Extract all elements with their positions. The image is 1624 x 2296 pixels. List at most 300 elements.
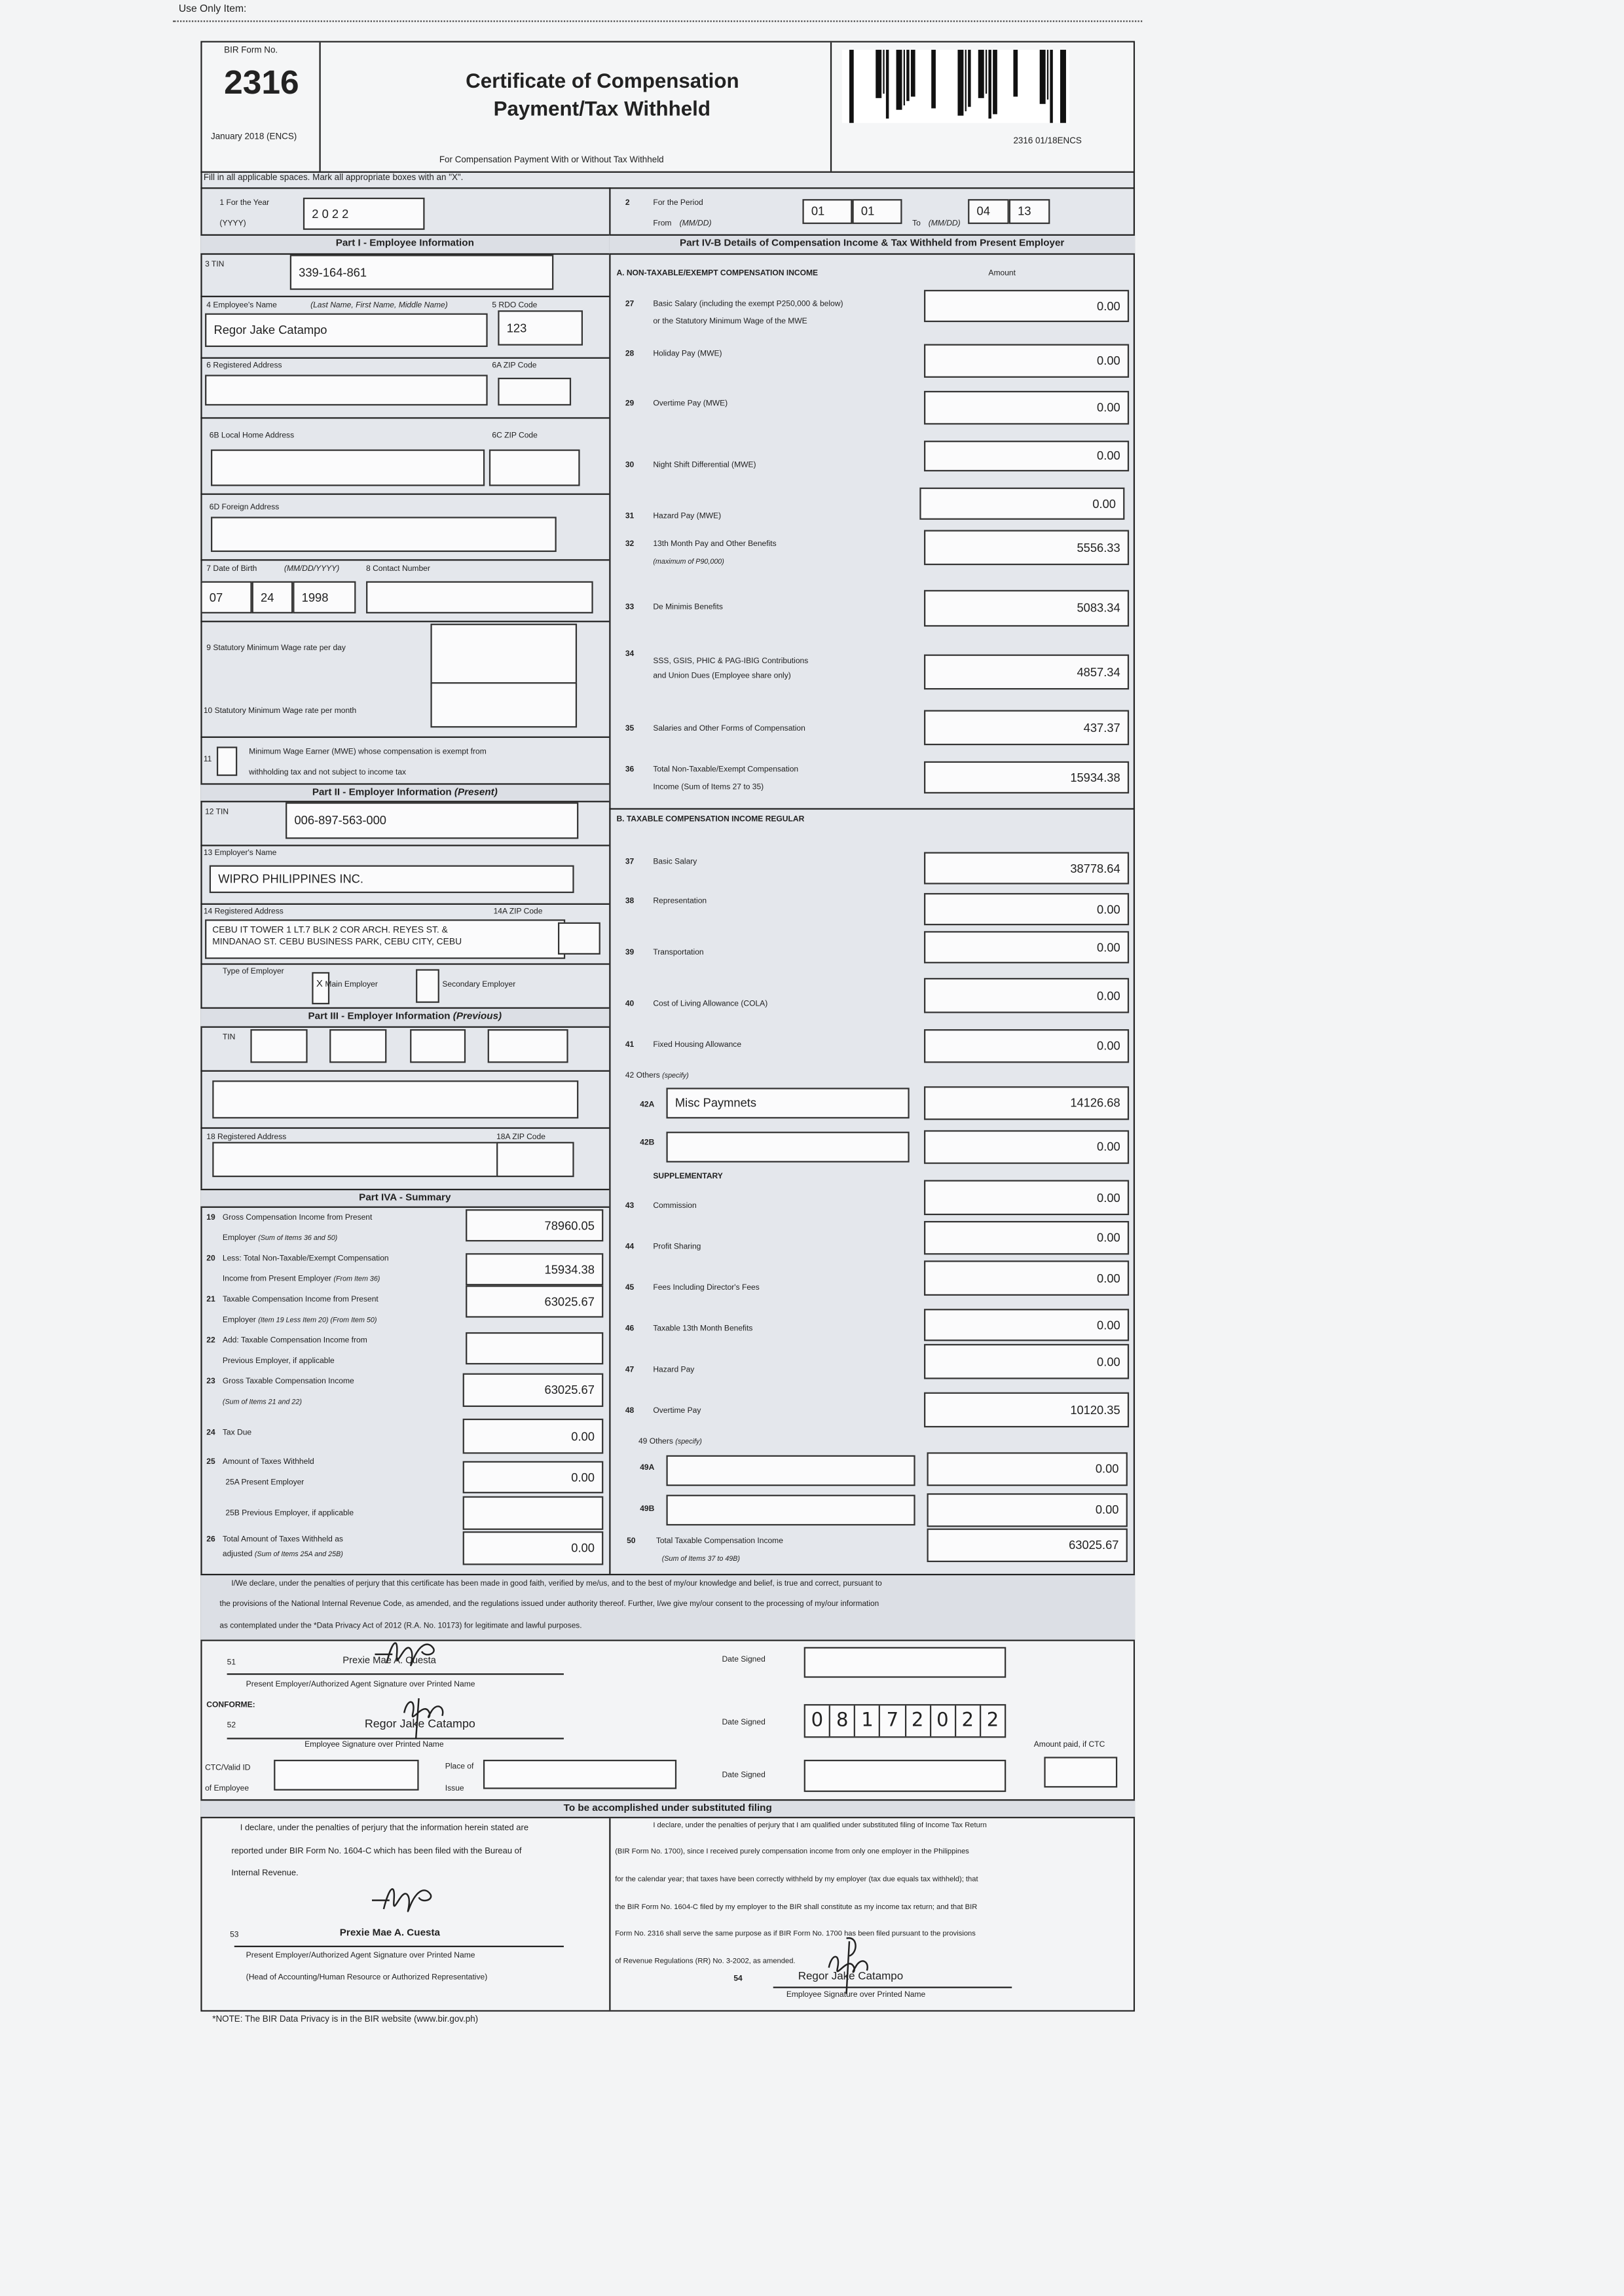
supplementary-item-number: 47 [625,1366,635,1375]
supplementary-item-number: 44 [625,1243,635,1252]
previous-employer-tin-label: TIN [222,1033,236,1043]
sig52-caption: Employee Signature over Printed Name [304,1740,444,1750]
income-item-sublabel: Income (Sum of Items 27 to 35) [653,783,764,792]
income-item-number: 35 [625,724,635,734]
sig54-number: 54 [733,1975,743,1984]
summary-item-sublabel [223,1550,343,1561]
supplementary-amount-field[interactable]: 0.00 [924,1309,1129,1341]
smw-day-field[interactable] [430,624,577,688]
supplementary-item-label: Hazard Pay [653,1366,695,1375]
income-item-sublabel: and Union Dues (Employee share only) [653,672,791,681]
income-item-number: 31 [625,512,635,522]
divider [200,1127,609,1129]
income-amount-field[interactable]: 0.00 [924,290,1129,322]
income-item-label: SSS, GSIS, PHIC & PAG-IBIG Contributions [653,657,809,666]
previous-tin-segment-4[interactable] [488,1029,568,1063]
declaration-line2: the provisions of the National Internal Revenue Code, as amended, and the regulations issued under authority thereof. Further, I/we give my/our consent to the processing of my/our information [219,1600,879,1609]
dob-day[interactable]: 24 [252,581,293,613]
tin-label: 3 TIN [205,261,225,270]
supplementary-item-label: Profit Sharing [653,1243,701,1252]
sublabel-text: Employer [222,1234,256,1243]
zip-6a-label: 6A ZIP Code [492,361,537,371]
divider [830,43,832,172]
income-item-label: Total Non-Taxable/Exempt Compensation [653,765,799,774]
supplementary-amount-field[interactable]: 0.00 [924,1344,1129,1379]
taxable-item-label: Cost of Living Allowance (COLA) [653,1000,768,1009]
sig52-number: 52 [227,1721,236,1731]
total-taxable-number: 50 [627,1537,636,1546]
instructions: Fill in all applicable spaces. Mark all appropriate boxes with an "X". [203,174,464,183]
supplementary-item-label: Overtime Pay [653,1406,701,1416]
date-signed-51-field[interactable] [804,1647,1006,1678]
previous-address-label: 18 Registered Address [206,1133,287,1142]
date-digit: 2 [956,1705,981,1736]
summary-item-number: 26 [206,1535,215,1545]
sublabel-note: (Item 19 Less Item 20) (From Item 50) [258,1317,377,1325]
supplementary-item-label: Taxable 13th Month Benefits [653,1324,753,1334]
address-line1: CEBU IT TOWER 1 LT.7 BLK 2 COR ARCH. REYES ST. & [212,925,448,936]
period-to-mm[interactable]: 04 [968,199,1009,224]
total-taxable-label: Total Taxable Compensation Income [655,1537,783,1546]
period-to-label: To [912,219,921,228]
supplementary-amount-field[interactable]: 0.00 [924,1260,1129,1296]
ctc-label: CTC/Valid ID [205,1764,251,1774]
part4b-header: Part IV-B Details of Compensation Income & Tax Withheld from Present Employer [609,234,1135,255]
sig53-number: 53 [230,1931,239,1940]
summary-amount-field[interactable]: 63025.67 [463,1374,604,1407]
divider [200,1070,609,1072]
period-from-mm[interactable]: 01 [802,199,852,224]
place-of-issue-label: Place of [445,1762,474,1772]
other-amount-field[interactable]: 14126.68 [924,1086,1129,1120]
income-item-label: Hazard Pay (MWE) [653,512,722,522]
year-field[interactable]: 2 0 2 2 [303,198,425,230]
amount-paid-label: Amount paid, if CTC [1033,1740,1105,1750]
date-signed-52-field[interactable] [804,1704,1006,1738]
others-42-em: (specify) [662,1073,689,1081]
contact-number-label: 8 Contact Number [366,565,430,574]
other-item-number: 42B [640,1139,655,1148]
sig54-line [773,1987,1012,1988]
income-item-sublabel: or the Statutory Minimum Wage of the MWE [653,318,807,327]
summary-item-sublabel [225,1479,304,1489]
secondary-employer-checkbox[interactable] [416,969,439,1002]
sublabel-note: (Sum of Items 21 and 22) [222,1399,302,1407]
contact-number-field[interactable] [366,581,593,613]
rdo-code-label: 5 RDO Code [492,301,538,311]
form-title-line1: Certificate of Compensation [466,69,739,92]
sig53-line [234,1946,564,1947]
income-amount-field[interactable]: 5083.34 [924,590,1129,627]
income-item-label: 13th Month Pay and Other Benefits [653,540,777,549]
sublabel-text: adjusted [222,1550,253,1559]
dob-label: 7 Date of Birth [206,565,257,574]
form-title-line2: Payment/Tax Withheld [493,96,711,120]
income-item-label: Holiday Pay (MWE) [653,350,722,359]
employer-address-label: 14 Registered Address [203,907,284,917]
summary-item-number: 23 [206,1377,215,1387]
income-item-number: 32 [625,540,635,549]
period-label: For the Period [653,199,703,208]
zip-6a-field[interactable] [498,378,571,405]
summary-amount-field[interactable]: 0.00 [463,1419,604,1454]
other-description-field[interactable] [666,1495,915,1525]
employee-name-hint: (Last Name, First Name, Middle Name) [310,301,448,311]
summary-item-label: Amount of Taxes Withheld [222,1458,314,1467]
part4a-header: Part IVA - Summary [200,1189,609,1208]
sig51-name: Prexie Mae A. Cuesta [342,1656,436,1666]
use-only-label: Use Only Item: [178,4,247,15]
summary-item-label: Less: Total Non-Taxable/Exempt Compensation [222,1254,389,1264]
income-item-label: Night Shift Differential (MWE) [653,461,756,470]
summary-item-number: 20 [206,1254,215,1264]
sig53-name: Prexie Mae A. Cuesta [339,1928,441,1939]
employer-name-field[interactable]: WIPRO PHILIPPINES INC. [210,866,574,893]
sig54-caption: Employee Signature over Printed Name [786,1991,926,2000]
other-description-field[interactable]: Misc Paymnets [666,1087,909,1118]
declaration-line3: as contemplated under the *Data Privacy Act of 2012 (R.A. No. 10173) for legitimate and lawful purposes. [219,1622,582,1631]
part2-header [200,783,609,802]
sig53-caption2: (Head of Accounting/Human Resource or Authorized Representative) [246,1973,488,1982]
summary-item-label: Total Amount of Taxes Withheld as [222,1535,343,1545]
summary-item-sublabel [223,1357,335,1368]
perforation-line [173,20,1142,22]
registered-address-label: 6 Registered Address [206,361,282,371]
column-divider [609,187,610,1575]
others-42-label [625,1072,689,1082]
rdo-code-field[interactable]: 123 [498,310,583,346]
section-b-heading: B. TAXABLE COMPENSATION INCOME REGULAR [616,815,805,824]
summary-item-label: Taxable Compensation Income from Present [222,1296,378,1305]
substituted-right-line: of Revenue Regulations (RR) No. 3-2002, as amended. [615,1957,796,1967]
employee-name-field[interactable]: Regor Jake Catampo [205,314,488,347]
income-amount-field[interactable]: 5556.33 [924,530,1129,566]
date-digit: 2 [906,1705,931,1736]
taxable-amount-field[interactable]: 0.00 [924,893,1129,925]
income-amount-field[interactable]: 437.37 [924,710,1129,746]
employer-tin-label: 12 TIN [205,808,229,817]
form-no-label: BIR Form No. [224,46,278,56]
substituted-right-line: (BIR Form No. 1700), since I received purely compensation income from only one employer in the Philippines [615,1848,969,1857]
divider [200,172,1135,173]
supplementary-item-label: Fees Including Director's Fees [653,1284,760,1293]
divider [609,808,1135,809]
income-item-sublabel: (maximum of P90,000) [653,559,724,567]
year-format: (YYYY) [219,219,246,228]
supplementary-item-label: Commission [653,1201,697,1211]
date-digit: 2 [986,1709,999,1732]
summary-item-number: 19 [206,1213,215,1223]
local-address-field[interactable] [211,450,485,486]
year-label: 1 For the Year [219,199,270,208]
barcode [842,50,1069,123]
sublabel-text: Previous Employer, if applicable [222,1357,335,1366]
secondary-employer-label: Secondary Employer [442,981,516,990]
conforme-label: CONFORME: [206,1701,255,1710]
divider [200,963,609,964]
address-line2: MINDANAO ST. CEBU BUSINESS PARK, CEBU CITY, CEBU [212,937,462,947]
supplementary-amount-field[interactable]: 0.00 [924,1180,1129,1215]
divider [200,903,609,905]
main-employer-mark: X [316,979,323,990]
date-signed-ctc-field[interactable] [804,1760,1006,1792]
sublabel-text: Income from Present Employer [222,1275,332,1285]
summary-amount-field[interactable]: 63025.67 [466,1285,603,1317]
previous-tin-segment-2[interactable] [329,1029,386,1063]
declaration-line1: I/We declare, under the penalties of perjury that this certificate has been made in good faith, verified by me/us, and to the best of my/our knowledge and belief, is true and correct, pursuant to [231,1579,882,1589]
previous-employer-name-field[interactable] [212,1080,578,1118]
mwe-item-number: 11 [203,755,212,765]
divider [200,494,609,495]
dob-year[interactable]: 1998 [293,581,356,613]
other-item-number: 49A [640,1464,655,1473]
income-item-number: 34 [625,649,635,659]
other-amount-field[interactable]: 0.00 [927,1452,1128,1485]
previous-zip-label: 18A ZIP Code [496,1133,545,1142]
summary-item-sublabel [223,1234,337,1245]
taxable-item-number: 38 [625,897,635,907]
form-version: January 2018 (ENCS) [211,133,297,142]
summary-amount-field[interactable] [466,1332,603,1364]
sig51-number: 51 [227,1658,236,1668]
income-amount-field[interactable]: 4857.34 [924,655,1129,690]
divider [200,559,609,560]
summary-amount-field[interactable]: 78960.05 [466,1209,603,1241]
sig51-caption: Present Employer/Authorized Agent Signature over Printed Name [246,1681,475,1690]
local-address-label: 6B Local Home Address [209,431,295,441]
date-signed-label-52: Date Signed [722,1719,766,1728]
taxable-item-number: 41 [625,1040,635,1050]
form-subtitle: For Compensation Payment With or Without Tax Withheld [439,156,664,166]
sig54-name: Regor Jake Catampo [798,1969,904,1982]
income-amount-field[interactable]: 15934.38 [924,761,1129,793]
supplementary-amount-field[interactable]: 10120.35 [924,1393,1129,1428]
summary-item-label: Gross Compensation Income from Present [222,1213,373,1223]
others-42-text: 42 Others [625,1071,660,1081]
others-49-em: (specify) [675,1439,702,1447]
privacy-note: *NOTE: The BIR Data Privacy is in the BIR website (www.bir.gov.ph) [212,2016,479,2025]
other-description-field[interactable] [666,1132,909,1163]
smw-month-field[interactable] [430,682,577,727]
income-amount-field[interactable]: 0.00 [924,441,1129,471]
other-item-number: 49B [640,1504,655,1514]
others-49-text: 49 Others [638,1437,673,1447]
income-item-label: Basic Salary (including the exempt P250,000 & below) [653,300,843,309]
taxable-item-label: Fixed Housing Allowance [653,1040,742,1050]
taxable-item-label: Transportation [653,949,704,958]
main-employer-label: Main Employer [325,981,378,990]
sig51-line [227,1673,564,1675]
amount-paid-field[interactable] [1044,1757,1117,1787]
summary-amount-field[interactable]: 15934.38 [466,1253,603,1285]
date-digit: 8 [830,1705,855,1736]
divider [200,357,609,359]
substituted-divider [609,1818,610,2010]
taxable-item-number: 37 [625,858,635,867]
taxable-item-label: Basic Salary [653,858,697,867]
other-amount-field[interactable]: 0.00 [924,1130,1129,1163]
foreign-address-label: 6D Foreign Address [209,503,280,513]
barcode-code: 2316 01/18ENCS [1013,137,1082,147]
taxable-amount-field[interactable]: 0.00 [924,931,1129,963]
period-from-format: (MM/DD) [679,219,712,228]
supplementary-item-number: 43 [625,1201,635,1211]
sublabel-text: 25B Previous Employer, if applicable [225,1509,354,1518]
taxable-item-label: Representation [653,897,707,907]
place-of-issue-label-2: Issue [445,1784,464,1794]
summary-amount-field[interactable] [463,1496,604,1529]
others-49-label [638,1438,702,1448]
other-amount-field[interactable]: 0.00 [927,1493,1128,1527]
divider [200,621,609,622]
sublabel-text: Employer [222,1316,256,1325]
income-item-label: Overtime Pay (MWE) [653,399,728,409]
total-taxable-amount-field[interactable]: 63025.67 [927,1529,1128,1562]
part3-title: Part III - Employer Information [308,1011,451,1022]
summary-item-number: 25 [206,1458,215,1467]
place-of-issue-field[interactable] [483,1760,676,1789]
summary-item-label: Gross Taxable Compensation Income [222,1377,354,1387]
sublabel-note: (From Item 36) [333,1276,380,1285]
substituted-right-line: for the calendar year; that taxes have been correctly withheld by my employer (tax due equals tax withheld); that [615,1875,978,1884]
income-amount-field[interactable]: 0.00 [919,488,1124,520]
ctc-label-2: of Employee [205,1784,249,1794]
period-to-dd[interactable]: 13 [1009,199,1050,224]
substituted-left-line: reported under BIR Form No. 1604-C which has been filed with the Bureau of [231,1848,522,1857]
taxable-amount-field[interactable]: 0.00 [924,978,1129,1013]
supplementary-item-number: 46 [625,1324,635,1334]
signature-53 [369,1880,443,1923]
employer-zip-label: 14A ZIP Code [493,907,543,917]
summary-item-sublabel [225,1510,354,1520]
period-from-dd[interactable]: 01 [852,199,902,224]
income-item-number: 30 [625,461,635,470]
divider [200,845,609,846]
summary-item-number: 22 [206,1336,215,1346]
date-digit: 0 [805,1705,830,1736]
period-from-label: From [653,219,672,228]
divider [200,187,1135,189]
sig52-line [227,1738,564,1739]
part3-header [200,1008,609,1028]
supplementary-amount-field[interactable]: 0.00 [924,1221,1129,1254]
sublabel-note: (Sum of Items 36 and 50) [258,1235,338,1243]
substituted-left-line: Internal Revenue. [231,1869,299,1879]
date-digit: 7 [881,1705,906,1736]
sublabel-note: (Sum of Items 25A and 25B) [254,1552,343,1559]
summary-amount-field[interactable]: 0.00 [463,1531,604,1565]
income-item-label: Salaries and Other Forms of Compensation [653,724,805,734]
income-amount-field[interactable]: 0.00 [924,391,1129,424]
substituted-right-line: the BIR Form No. 1604-C filed by my employer to the BIR shall constitute as my income tax return; and that BIR [615,1903,978,1912]
employee-name-label: 4 Employee's Name [206,301,277,311]
income-item-number: 28 [625,350,635,359]
period-to-format: (MM/DD) [928,219,961,228]
employer-zip-field[interactable] [558,922,600,955]
other-description-field[interactable] [666,1455,915,1486]
supplementary-item-number: 45 [625,1284,635,1293]
summary-item-number: 21 [206,1296,215,1305]
total-taxable-sublabel: (Sum of Items 37 to 49B) [661,1556,741,1564]
taxable-amount-field[interactable]: 0.00 [924,1029,1129,1063]
supplementary-heading: SUPPLEMENTARY [653,1173,723,1182]
summary-item-label: Add: Taxable Compensation Income from [222,1336,367,1346]
substituted-right-line: Form No. 2316 shall serve the same purpose as if BIR Form No. 1700 has been filed pursuant to the provisions [615,1929,976,1939]
substituted-filing-header: To be accomplished under substituted filing [200,1799,1135,1818]
income-item-number: 36 [625,765,635,774]
zip-6c-field[interactable] [489,450,580,486]
divider [200,296,609,297]
mwe-label-line1: Minimum Wage Earner (MWE) whose compensation is exempt from [249,748,487,757]
supplementary-item-number: 48 [625,1406,635,1416]
part1-header: Part I - Employee Information [200,234,609,255]
substituted-right-line: I declare, under the penalties of perjury that I am qualified under substituted filing of Income Tax Return [653,1821,987,1831]
mwe-checkbox[interactable] [217,746,237,776]
part3-title-em: (Previous) [452,1011,502,1022]
period-num: 2 [625,199,630,208]
employer-name-label: 13 Employer's Name [203,848,277,858]
summary-item-sublabel [223,1275,380,1286]
previous-zip-field[interactable] [496,1142,574,1177]
dob-month[interactable]: 07 [200,581,251,613]
employer-address-field[interactable] [205,919,565,958]
summary-item-number: 24 [206,1429,215,1438]
summary-amount-field[interactable]: 0.00 [463,1461,604,1493]
signature-54 [820,1935,893,1994]
divider [319,43,320,172]
taxable-item-number: 39 [625,949,635,958]
previous-tin-segment-1[interactable] [250,1029,307,1063]
registered-address-field[interactable] [205,374,488,405]
date-digit: 0 [931,1705,955,1736]
smw-month-label: 10 Statutory Minimum Wage rate per month [203,707,357,716]
divider [200,417,609,418]
employer-type-label: Type of Employer [222,968,284,977]
zip-6c-label: 6C ZIP Code [492,431,538,441]
other-item-number: 42A [640,1101,655,1110]
substituted-left-line: I declare, under the penalties of perjury that the information herein stated are [240,1824,529,1833]
income-amount-field[interactable]: 0.00 [924,344,1129,378]
summary-item-sublabel [223,1316,377,1326]
form-number: 2316 [224,63,299,101]
income-item-label: De Minimis Benefits [653,603,723,612]
part2-title: Part II - Employer Information [312,788,452,798]
date-digit: 1 [855,1705,880,1736]
smw-day-label: 9 Statutory Minimum Wage rate per day [206,644,346,653]
section-a-heading: A. NON-TAXABLE/EXEMPT COMPENSATION INCOME [616,269,819,278]
summary-item-sublabel [223,1398,302,1409]
mwe-label-line2: withholding tax and not subject to income tax [249,769,407,778]
amount-column-heading: Amount [988,269,1016,278]
divider [200,737,609,738]
sig53-caption1: Present Employer/Authorized Agent Signature over Printed Name [246,1951,475,1961]
previous-tin-segment-3[interactable] [410,1029,466,1063]
income-item-number: 33 [625,603,635,612]
taxable-item-number: 40 [625,1000,635,1009]
income-item-number: 27 [625,300,635,309]
taxable-amount-field[interactable]: 38778.64 [924,852,1129,884]
employee-tin-field[interactable]: 339-164-861 [290,255,554,290]
date-signed-label-51: Date Signed [722,1656,766,1665]
employer-tin-field[interactable]: 006-897-563-000 [286,802,578,839]
sublabel-text: 25A Present Employer [225,1478,304,1487]
dob-format: (MM/DD/YYYY) [284,565,340,574]
sig52-name: Regor Jake Catampo [364,1717,475,1731]
part2-title-em: (Present) [454,788,498,798]
income-item-number: 29 [625,399,635,409]
ctc-id-field[interactable] [274,1760,418,1791]
foreign-address-field[interactable] [211,517,557,552]
